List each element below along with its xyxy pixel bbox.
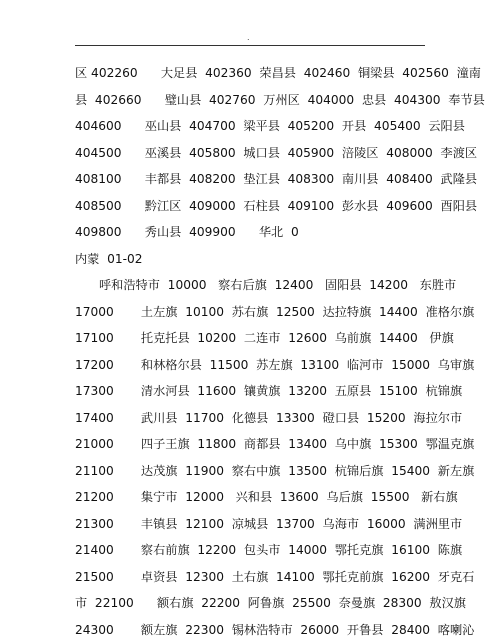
- text-line: 21300 丰镇县 12100 凉城县 13700 乌海市 16000 满洲里市: [75, 511, 427, 538]
- text-line: 21400 察右前旗 12200 包头市 14000 鄂托克旗 16100 陈旗: [75, 537, 427, 564]
- text-line: 区 402260 大足县 402360 荣昌县 402460 铜梁县 402560 潼南: [75, 60, 427, 87]
- text-line: 21500 卓资县 12300 土右旗 14100 鄂托克前旗 16200 牙克石: [75, 564, 427, 591]
- text-line: 21000 四子王旗 11800 商都县 13400 乌中旗 15300 鄂温克旗: [75, 431, 427, 458]
- text-line: 17000 土左旗 10100 苏右旗 12500 达拉特旗 14400 准格尔旗: [75, 299, 427, 326]
- text-line: 17200 和林格尔县 11500 苏左旗 13100 临河市 15000 乌审旗: [75, 352, 427, 379]
- text-line: 呼和浩特市 10000 察右后旗 12400 固阳县 14200 东胜市: [75, 272, 427, 299]
- document-body: [75, 60, 427, 643]
- text-line: 21200 集宁市 12000 兴和县 13600 乌后旗 15500 新右旗: [75, 484, 427, 511]
- text-line: 17100 托克托县 10200 二连市 12600 乌前旗 14400 伊旗: [75, 325, 427, 352]
- text-line: 21100 达茂旗 11900 察右中旗 13500 杭锦后旗 15400 新左旗: [75, 458, 427, 485]
- header-mark: .: [247, 34, 250, 42]
- text-line: 17400 武川县 11700 化德县 13300 磴口县 15200 海拉尔市: [75, 405, 427, 432]
- text-line: 县 402660 璧山县 402760 万州区 404000 忠县 404300 奉节县: [75, 87, 427, 114]
- text-line: 404500 巫溪县 405800 城口县 405900 涪陵区 408000 李渡区: [75, 140, 427, 167]
- header-rule: [75, 45, 425, 46]
- text-line: 24300 额左旗 22300 锡林浩特市 26000 开鲁县 28400 喀喇沁: [75, 617, 427, 643]
- text-line: 17300 清水河县 11600 镶黄旗 13200 五原县 15100 杭锦旗: [75, 378, 427, 405]
- text-line: 市 22100 额右旗 22200 阿鲁旗 25500 奈曼旗 28300 敖汉旗: [75, 590, 427, 617]
- text-line: 内蒙 01-02: [75, 246, 427, 273]
- text-line: 408100 丰都县 408200 垫江县 408300 南川县 408400 武隆县: [75, 166, 427, 193]
- text-line: 409800 秀山县 409900 华北 0: [75, 219, 427, 246]
- text-line: 408500 黔江区 409000 石柱县 409100 彭水县 409600 酉阳县: [75, 193, 427, 220]
- text-line: 404600 巫山县 404700 梁平县 405200 开县 405400 云阳县: [75, 113, 427, 140]
